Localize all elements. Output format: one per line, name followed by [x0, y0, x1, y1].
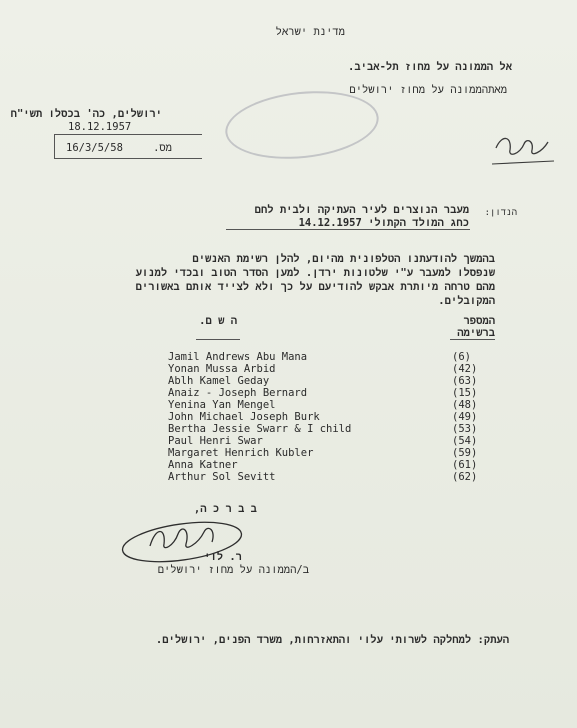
column-header-number-1: המספר [463, 315, 495, 327]
signer-name: ר. לוי [204, 551, 242, 563]
list-item [0, 447, 577, 459]
body-line-4: המקובלים. [438, 295, 495, 307]
list-item [0, 387, 577, 399]
list-item [0, 351, 577, 363]
body-line-1: בהמשך להודעתנו הטלפונית מהיום, להלן רשימת האנשים [192, 253, 495, 265]
entry-name: Ablh Kamel Geday [168, 375, 270, 387]
signer-title: ב/הממונה על מחוז ירושלים [157, 564, 309, 576]
number-header-underline [450, 339, 495, 340]
to-line: אל הממונה על מחוז תל-אביב. [348, 61, 512, 73]
ref-number: 16/3/5/58 [66, 142, 123, 154]
list-item [0, 471, 577, 483]
entry-name: Margaret Henrich Kubler [168, 447, 314, 459]
ref-box-bottom [54, 158, 202, 159]
entry-name: Yenina Yan Mengel [168, 399, 276, 411]
entry-number: (42) [452, 363, 478, 375]
date-gregorian: 18.12.1957 [68, 121, 132, 133]
subject-line-1: מעבר הנוצרים לעיר העתיקה ולבית לחם [254, 204, 469, 216]
entry-number: (61) [452, 459, 478, 471]
entry-name: Yonan Mussa Arbid [168, 363, 276, 375]
initials-signature [490, 128, 560, 170]
subject-label: הנדון: [484, 208, 517, 218]
date-underline [54, 134, 202, 135]
entry-name: Jamil Andrews Abu Mana [168, 351, 308, 363]
list-item [0, 399, 577, 411]
entry-name: Bertha Jessie Swarr & I child [168, 423, 352, 435]
column-header-name: ה ש ם. [199, 315, 237, 327]
column-header-number-2: ברשימה [457, 327, 495, 339]
entry-name: Paul Henri Swar [168, 435, 263, 447]
list-item [0, 459, 577, 471]
list-item [0, 423, 577, 435]
closing: ב ב ר כ ה, [193, 503, 257, 515]
list-item [0, 375, 577, 387]
ref-box-left [54, 134, 55, 158]
date-hebrew: ירושלים, כה' בכסלו תשי"ח [10, 108, 162, 120]
body-line-2: שנפסלו למעבר ע"י שלטונות ירדן. למען הסדר הטוב ובכדי למנוע [135, 267, 495, 279]
entry-name: Anaiz - Joseph Bernard [168, 387, 308, 399]
ref-label: מס. [153, 142, 172, 154]
subject-underline [226, 229, 470, 230]
entry-name: John Michael Joseph Burk [168, 411, 320, 423]
entry-number: (6) [452, 351, 471, 363]
name-header-underline [196, 339, 240, 340]
entry-number: (59) [452, 447, 478, 459]
list-item [0, 411, 577, 423]
list-item [0, 363, 577, 375]
entry-number: (63) [452, 375, 478, 387]
entry-number: (53) [452, 423, 478, 435]
office-stamp [222, 84, 382, 166]
entry-number: (15) [452, 387, 478, 399]
entry-number: (62) [452, 471, 478, 483]
entry-number: (48) [452, 399, 478, 411]
letterhead: מדינת ישראל [275, 26, 345, 38]
entry-name: Anna Katner [168, 459, 238, 471]
from-line: מאתהממונה על מחוז ירושלים [349, 84, 507, 96]
list-item [0, 435, 577, 447]
cc-line: העתק: למחלקה לשרותי עלוי והתאזרחות, משרד הפנים, ירושלים. [155, 634, 509, 646]
subject-line-2: כחג המולד הקתולי 14.12.1957 [298, 217, 469, 229]
entry-number: (49) [452, 411, 478, 423]
entry-number: (54) [452, 435, 478, 447]
body-line-3: מהם טרחה מיותרת אבקש להודיעם על כך ולא לצייד אותם באשורים [135, 281, 495, 293]
entry-name: Arthur Sol Sevitt [168, 471, 276, 483]
